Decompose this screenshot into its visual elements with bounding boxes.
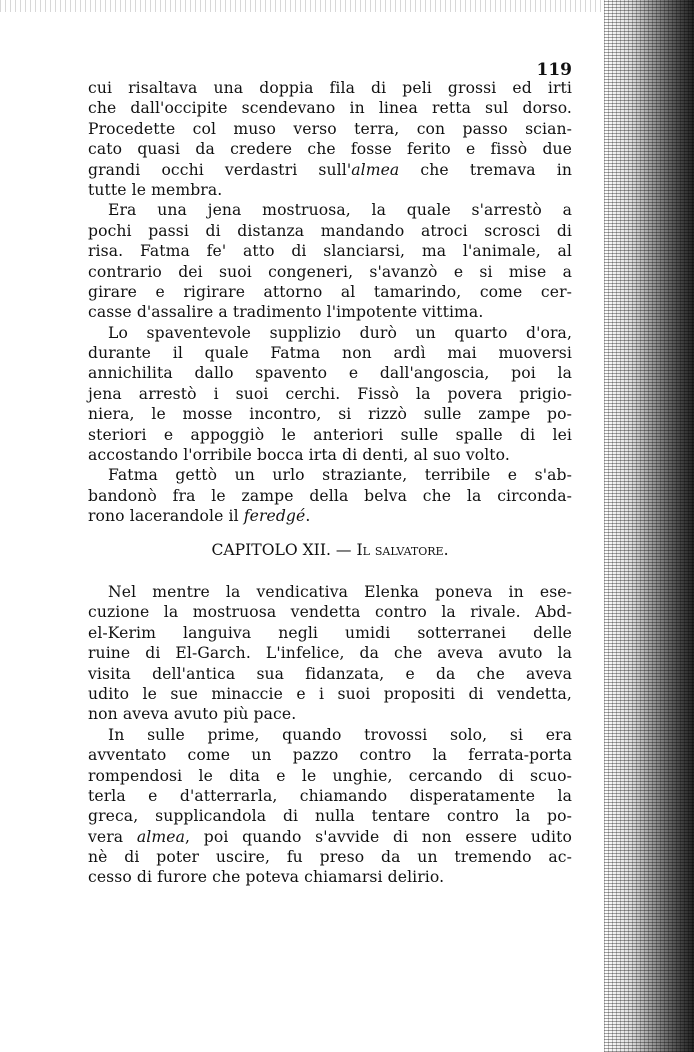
text-line bbox=[88, 445, 572, 465]
text-line bbox=[88, 78, 572, 98]
text-line bbox=[88, 847, 572, 867]
text-segment: In sulle prime, quando trovossi solo, si era bbox=[108, 725, 572, 744]
text-segment: girare e rigirare attorno al tamarindo, come cer- bbox=[88, 282, 572, 301]
text-segment: vera bbox=[88, 827, 137, 846]
text-segment: , poi quando s'avvide di non essere udito bbox=[185, 827, 572, 846]
text-line bbox=[88, 241, 572, 261]
text-segment: bandonò fra le zampe della belva che la circonda- bbox=[88, 486, 572, 505]
text-segment: risa. Fatma fe' atto di slanciarsi, ma l'animale, al bbox=[88, 242, 572, 261]
text-line bbox=[88, 602, 572, 622]
text-segment: Fatma gettò un urlo straziante, terribile e s'ab- bbox=[108, 466, 572, 485]
text-line bbox=[88, 725, 572, 745]
text-line bbox=[88, 221, 572, 241]
text-segment: ruine di El-Garch. L'infelice, da che aveva avuto la bbox=[88, 644, 572, 663]
text-segment: Procedette col muso verso terra, con passo scian- bbox=[88, 119, 572, 138]
text-line bbox=[88, 343, 572, 363]
text-line bbox=[88, 704, 572, 724]
text-segment: che dall'occipite scendevano in linea retta sul dorso. bbox=[88, 99, 572, 118]
text-line bbox=[88, 465, 572, 485]
text-line bbox=[88, 827, 572, 847]
text-line bbox=[88, 684, 572, 704]
text-segment: pochi passi di distanza mandando atroci scrosci di bbox=[88, 221, 572, 240]
text-line bbox=[88, 363, 572, 383]
page-number: 119 bbox=[536, 60, 572, 80]
text-segment: steriori e appoggiò le anteriori sulle spalle di lei bbox=[88, 425, 572, 444]
scan-top-noise bbox=[0, 0, 694, 12]
text-line bbox=[88, 582, 572, 602]
text-segment: cuzione la mostruosa vendetta contro la rivale. Abd- bbox=[88, 603, 572, 622]
text-line bbox=[88, 867, 572, 887]
text-line bbox=[88, 180, 572, 200]
text-segment: tutte le membra. bbox=[88, 180, 223, 199]
text-line bbox=[88, 282, 572, 302]
text-segment: annichilita dallo spavento e dall'angoscia, poi la bbox=[88, 364, 572, 383]
italic-word: feredgé bbox=[243, 507, 306, 526]
text-line bbox=[88, 323, 572, 343]
scan-page-edge bbox=[604, 0, 694, 1052]
text-segment: cesso di furore che poteva chiamarsi delirio. bbox=[88, 868, 445, 887]
text-segment: nè di poter uscire, fu preso da un tremendo ac- bbox=[88, 848, 572, 867]
text-segment: casse d'assalire a tradimento l'impotente vittima. bbox=[88, 303, 484, 322]
text-line bbox=[88, 139, 572, 159]
text-line bbox=[88, 806, 572, 826]
text-segment: Lo spaventevole supplizio durò un quarto d'ora, bbox=[108, 323, 572, 342]
chapter-heading bbox=[88, 541, 572, 559]
text-segment: avventato come un pazzo contro la ferrata-porta bbox=[88, 746, 572, 765]
text-segment: cato quasi da credere che fosse ferito e fissò due bbox=[88, 140, 572, 159]
text-line bbox=[88, 766, 572, 786]
text-line bbox=[88, 262, 572, 282]
text-line bbox=[88, 200, 572, 220]
text-line bbox=[88, 302, 572, 322]
italic-word: almea bbox=[136, 827, 185, 846]
text-line bbox=[88, 786, 572, 806]
text-segment: Nel mentre la vendicativa Elenka poneva in ese- bbox=[108, 583, 572, 601]
text-segment: terla e d'atterrarla, chiamando disperatamente la bbox=[88, 786, 572, 805]
text-segment: non aveva avuto più pace. bbox=[88, 705, 297, 724]
text-segment: jena arrestò i suoi cerchi. Fissò la povera prigio- bbox=[88, 384, 572, 403]
text-segment: cui risaltava una doppia fila di peli grossi ed irti bbox=[88, 79, 572, 97]
text-segment: . bbox=[305, 507, 311, 526]
chapter-number: CAPITOLO XII. — bbox=[211, 541, 357, 559]
text-segment: visita dell'antica sua fidanzata, e da che aveva bbox=[88, 664, 572, 683]
text-segment: Era una jena mostruosa, la quale s'arrestò a bbox=[108, 201, 572, 220]
chapter-title: Il salvatore. bbox=[356, 541, 449, 559]
text-line bbox=[88, 664, 572, 684]
text-line bbox=[88, 643, 572, 663]
text-segment: niera, le mosse incontro, si rizzò sulle zampe po- bbox=[88, 405, 572, 424]
text-line bbox=[88, 384, 572, 404]
text-segment: contrario dei suoi congeneri, s'avanzò e si mise a bbox=[88, 262, 572, 281]
italic-word: almea bbox=[351, 160, 400, 179]
text-line bbox=[88, 119, 572, 139]
text-line bbox=[88, 98, 572, 118]
text-block-2 bbox=[88, 582, 572, 888]
text-segment: el-Kerim languiva negli umidi sotterranei delle bbox=[88, 623, 572, 642]
text-line bbox=[88, 404, 572, 424]
text-block-1 bbox=[88, 78, 572, 527]
text-line bbox=[88, 160, 572, 180]
text-segment: rono lacerandole il bbox=[88, 507, 244, 526]
text-line bbox=[88, 623, 572, 643]
text-line bbox=[88, 745, 572, 765]
text-segment: rompendosi le dita e le unghie, cercando di scuo- bbox=[88, 766, 572, 785]
text-line bbox=[88, 425, 572, 445]
text-segment: udito le sue minaccie e i suoi propositi di vendetta, bbox=[88, 684, 572, 703]
text-segment: accostando l'orribile bocca irta di denti, al suo volto. bbox=[88, 446, 510, 465]
text-segment: greca, supplicandola di nulla tentare contro la po- bbox=[88, 807, 572, 826]
text-line bbox=[88, 506, 572, 526]
text-segment: grandi occhi verdastri sull' bbox=[88, 160, 352, 179]
text-segment: che tremava in bbox=[399, 160, 572, 179]
text-line bbox=[88, 486, 572, 506]
text-segment: durante il quale Fatma non ardì mai muoversi bbox=[88, 344, 572, 363]
